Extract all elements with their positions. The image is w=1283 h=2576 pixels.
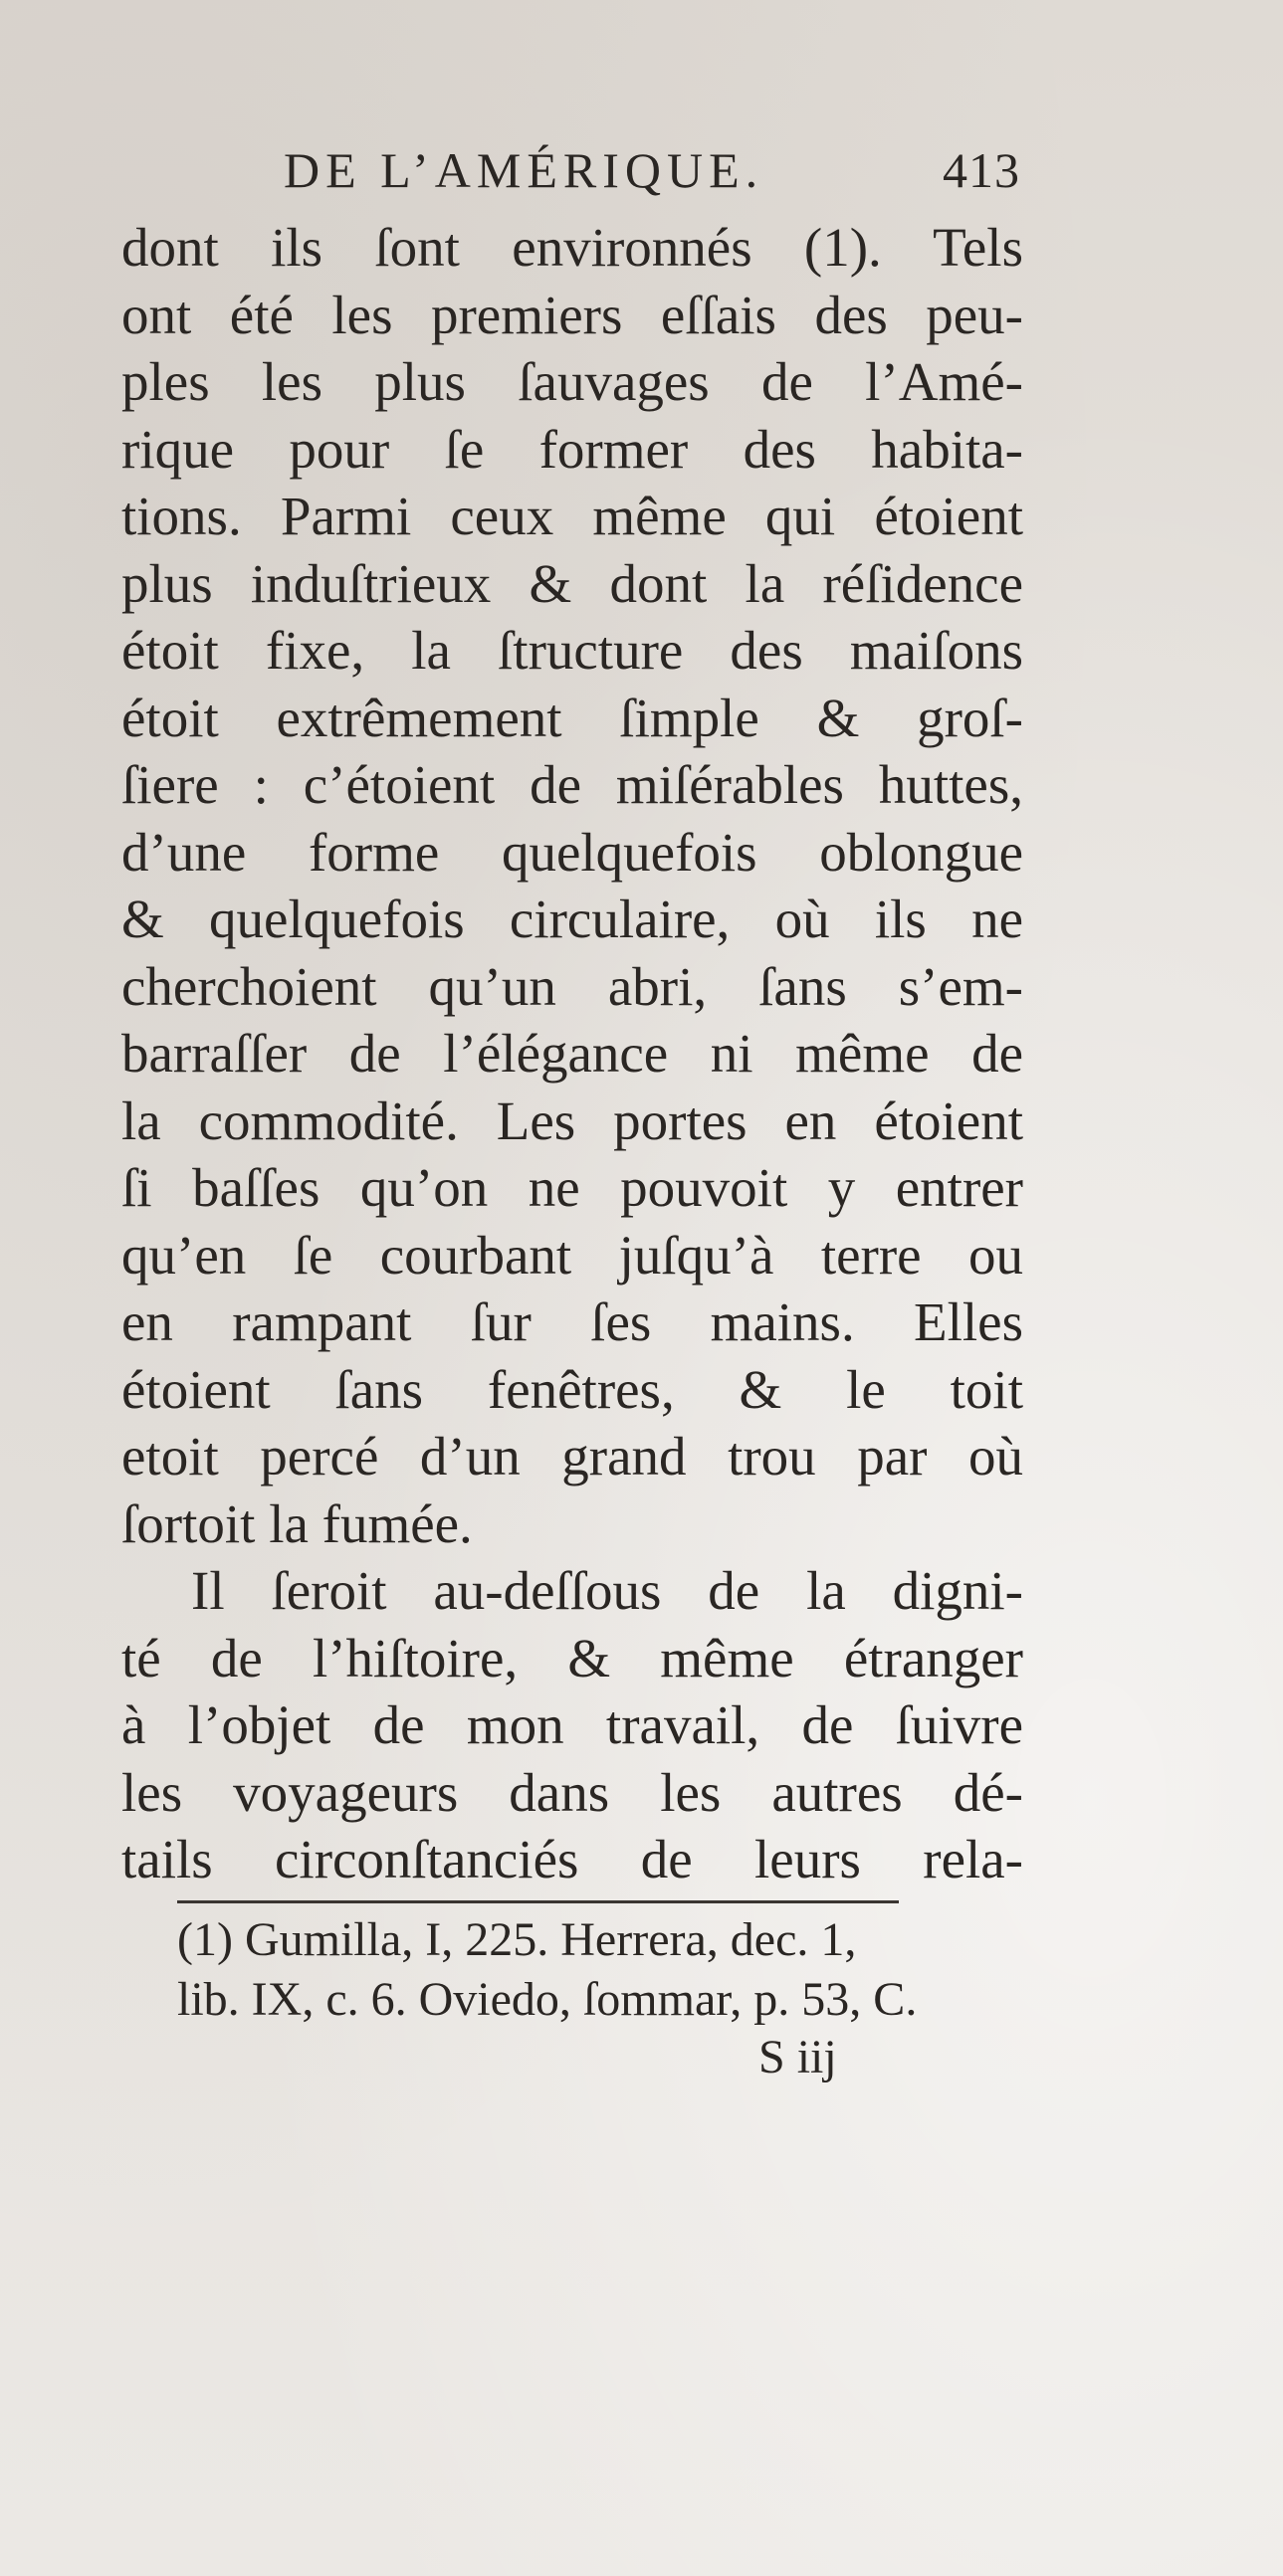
- running-title: DE L’AMÉRIQUE.: [284, 142, 764, 198]
- paragraph-start-line: Il ſeroit au-deſſous de la digni-: [191, 1560, 1023, 1621]
- footnote: [177, 1910, 1033, 2030]
- text-line: tails circonſtanciés de leurs rela-: [121, 1829, 1023, 1889]
- footnote-line: lib. IX, c. 6. Oviedo, ſommar, p. 53, C.: [177, 1973, 918, 2026]
- text-line: les voyageurs dans les autres dé-: [121, 1761, 1023, 1823]
- text-line: dont ils ſont environnés (1). Tels: [121, 217, 1023, 278]
- signature-mark: S iij: [758, 2031, 837, 2083]
- body-text: [121, 214, 1023, 1893]
- text-line: rique pour ſe former des habita-: [121, 418, 1023, 480]
- page-number: 413: [943, 142, 1020, 198]
- footnote-line: (1) Gumilla, I, 225. Herrera, dec. 1,: [177, 1913, 857, 1966]
- running-head: [284, 141, 1020, 205]
- text-line: etoit percé d’un grand trou par où: [121, 1426, 1023, 1486]
- text-line: qu’en ſe courbant juſqu’à terre ou: [121, 1224, 1023, 1286]
- text-line: ples les plus ſauvages de l’Amé-: [121, 351, 1023, 412]
- paragraph-end-line: ſortoit la fumée.: [121, 1492, 473, 1554]
- text-line: en rampant ſur ſes mains. Elles: [121, 1291, 1023, 1352]
- text-line: té de l’hiſtoire, & même étranger: [121, 1627, 1023, 1688]
- text-line: étoient ſans fenêtres, & le toit: [121, 1358, 1023, 1420]
- text-line: d’une forme quelquefois oblongue: [121, 821, 1023, 883]
- text-line: & quelquefois circulaire, où ils ne: [121, 889, 1023, 949]
- text-line: tions. Parmi ceux même qui étoient: [121, 486, 1023, 546]
- text-line: ſi baſſes qu’on ne pouvoit y entrer: [121, 1157, 1023, 1218]
- text-line: étoit fixe, la ſtructure des maiſons: [121, 620, 1023, 681]
- text-line: ſiere : c’étoient de miſérables huttes,: [121, 754, 1023, 815]
- text-line: étoit extrêmement ſimple & groſ-: [121, 687, 1023, 748]
- text-line: à l’objet de mon travail, de ſuivre: [121, 1694, 1023, 1755]
- text-line: plus induſtrieux & dont la réſidence: [121, 552, 1023, 614]
- text-line: ont été les premiers eſſais des peu-: [121, 284, 1023, 345]
- footnote-rule: [177, 1900, 899, 1903]
- text-line: cherchoient qu’un abri, ſans s’em-: [121, 955, 1023, 1017]
- text-line: barraſſer de l’élégance ni même de: [121, 1023, 1023, 1084]
- text-line: la commodité. Les portes en étoient: [121, 1090, 1023, 1151]
